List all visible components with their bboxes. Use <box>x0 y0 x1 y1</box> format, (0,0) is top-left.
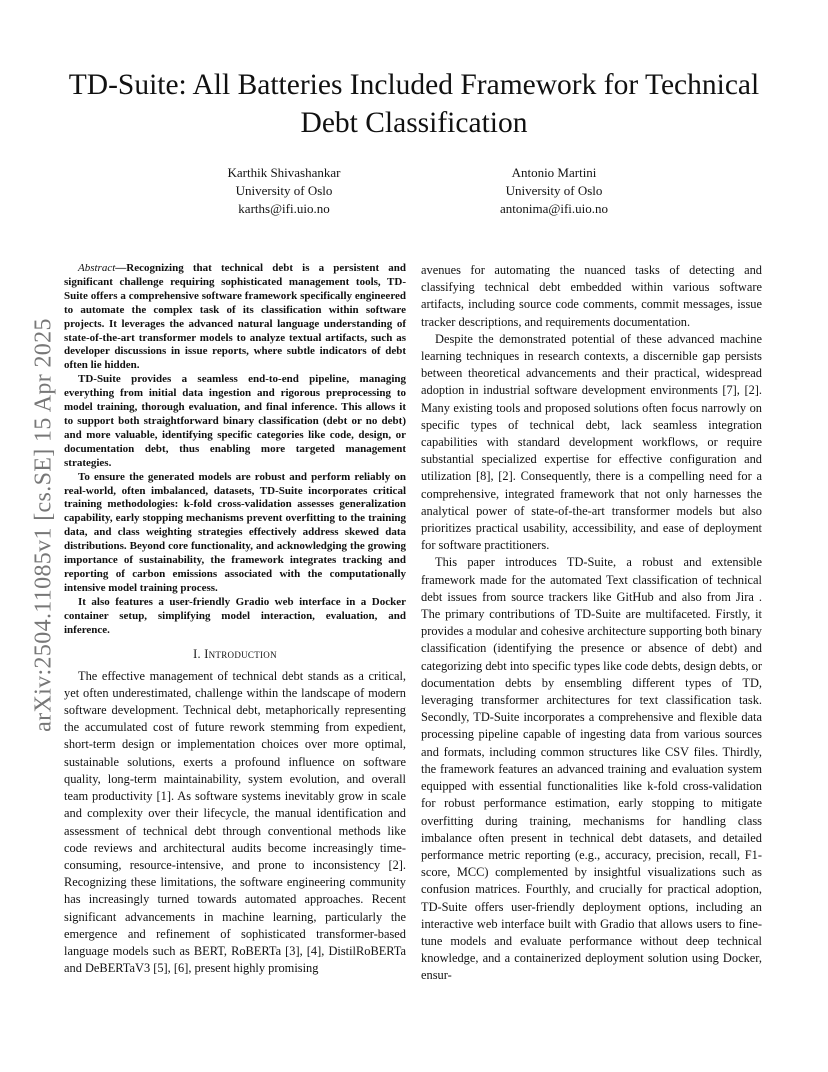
author-email: antonima@ifi.uio.no <box>499 201 608 216</box>
abstract-label: Abstract <box>78 262 116 274</box>
abstract-paragraph: TD-Suite provides a seamless end-to-end pipeline, managing everything from initial data ingestion and rigorous preprocessing to model training, thorough evaluation, and final inference. This allows it to support both straightforward binary classification (debt or no debt) and more valuable, identifying specific categories like code, design, or documentation debt, thus enabling more targeted management strategies. <box>64 373 406 469</box>
body-paragraph: Despite the demonstrated potential of these advanced machine learning techniques in research contexts, a discernible gap persists between theoretical advancements and their practical, widespread adoption in industrial software development environments [7], [2]. Many existing tools and proposed solutions often focus narrowly on specific types of technical debt, lack seamless integration capabilities with standard development workflows, or require substantial specialized expertise for effective configuration and utilization [8], [2]. Consequently, there is a compelling need for a comprehensive, integrated framework that not only harnesses the analytical power of state-of-the-art transformer models but also prioritizes practical usability, accessibility, and ease of deployment for software practitioners. <box>421 331 762 553</box>
section-heading <box>64 646 406 663</box>
author-affiliation: University of Oslo <box>505 183 603 198</box>
abstract-paragraph: It also features a user-friendly Gradio web interface in a Docker container setup, simplifying model interaction, evaluation, and inference. <box>64 595 406 636</box>
author-name: Karthik Shivashankar <box>227 165 341 180</box>
right-column <box>421 262 762 985</box>
author-affiliation: University of Oslo <box>235 183 333 198</box>
section-title: Introduction <box>204 647 277 662</box>
author-block <box>164 164 404 218</box>
abstract-paragraph: To ensure the generated models are robust and perform reliably on real-world, often imbalanced, datasets, TD-Suite incorporates critical training methodologies: k-fold cross-validation assesses generalization capability, early stopping mechanisms prevent overfitting to the training data, and class weighting strategies effectively address skewed data distributions. Beyond core functionality, and acknowledging the growing importance of sustainability, the framework integrates tracking and reporting of carbon emissions associated with the computationally intensive model training process. <box>64 470 406 594</box>
abstract-paragraph: Abstract—Recognizing that technical debt is a persistent and significant challenge requiring sophisticated management tools, TD-Suite offers a comprehensive software framework specifically engineered to automate the complex task of its classification within software projects. It leverages the advanced natural language understanding of state-of-the-art transformer models to analyze textual artifacts, such as developer discussions in issue reports, where subtle indicators of debt often lie hidden. <box>64 262 406 372</box>
left-column <box>64 262 406 977</box>
author-name: Antonio Martini <box>511 165 597 180</box>
body-paragraph: The effective management of technical debt stands as a critical, yet often underestimated, challenge within the landscape of modern software development. Technical debt, metaphorically representing the accumulated cost of future rework stemming from expedient, short-term design or implementation choices over more optimal, sustainable solutions, exerts a profound influence on software quality, long-term maintainability, system evolution, and overall team productivity [1]. As software systems inevitably grow in scale and complexity over their lifecycle, the manual identification and assessment of technical debt through conventional methods like code reviews and architectural audits become increasingly time-consuming, resource-intensive, and prone to inconsistency [2]. Recognizing these limitations, the software engineering community has increasingly turned towards automated approaches. Recent significant advancements in machine learning, particularly the emergence and refinement of sophisticated transformer-based language models such as BERT, RoBERTa [3], [4], DistilRoBERTa and DeBERTaV3 [5], [6], present highly promising <box>64 668 406 976</box>
body-paragraph: avenues for automating the nuanced tasks of detecting and classifying technical debt embedded within various software artifacts, including source code comments, commit messages, issue tracker descriptions, and requirements documentation. <box>421 263 762 329</box>
arxiv-identifier: arXiv:2504.11085v1 [cs.SE] 15 Apr 2025 <box>30 318 57 732</box>
body-paragraph: This paper introduces TD-Suite, a robust and extensible framework made for the automated Text classification of technical debt issues from source trackers like GitHub and also from Jira . The primary contributions of TD-Suite are multifaceted. Firstly, it provides a modular and cohesive architecture supporting both binary classification (identifying the presence or absence of debt) and categorizing debt into specific types like code debts, design debts, or documentation debts by ensembling different types of TD, leveraging transformer architectures for text classification task. Secondly, TD-Suite incorporates a comprehensive and flexible data processing pipeline capable of ingesting data from various sources and formats, including common structures like CSV files. Thirdly, the framework features an advanced training and evaluation system equipped with essential functionalities like k-fold cross-validation for robust performance estimation, early stopping to mitigate overfitting during training, mechanisms for handling class imbalance often present in technical debt datasets, and detailed performance metric reporting (e.g., accuracy, precision, recall, F1-score, MCC) complemented by insightful visualizations such as confusion matrices. Fourthly, and crucially for practical adoption, TD-Suite offers user-friendly deployment options, including an interactive web interface built with Gradio that allows users to fine-tune models and evaluate performance without deep technical knowledge, and a containerized deployment solution using Docker, ensur- <box>421 555 762 983</box>
author-block <box>434 164 674 218</box>
author-email: karths@ifi.uio.no <box>238 201 330 216</box>
section-number: I. <box>193 647 201 662</box>
paper-title: TD-Suite: All Batteries Included Framework for Technical Debt Classification <box>68 69 760 139</box>
abstract <box>64 262 406 637</box>
